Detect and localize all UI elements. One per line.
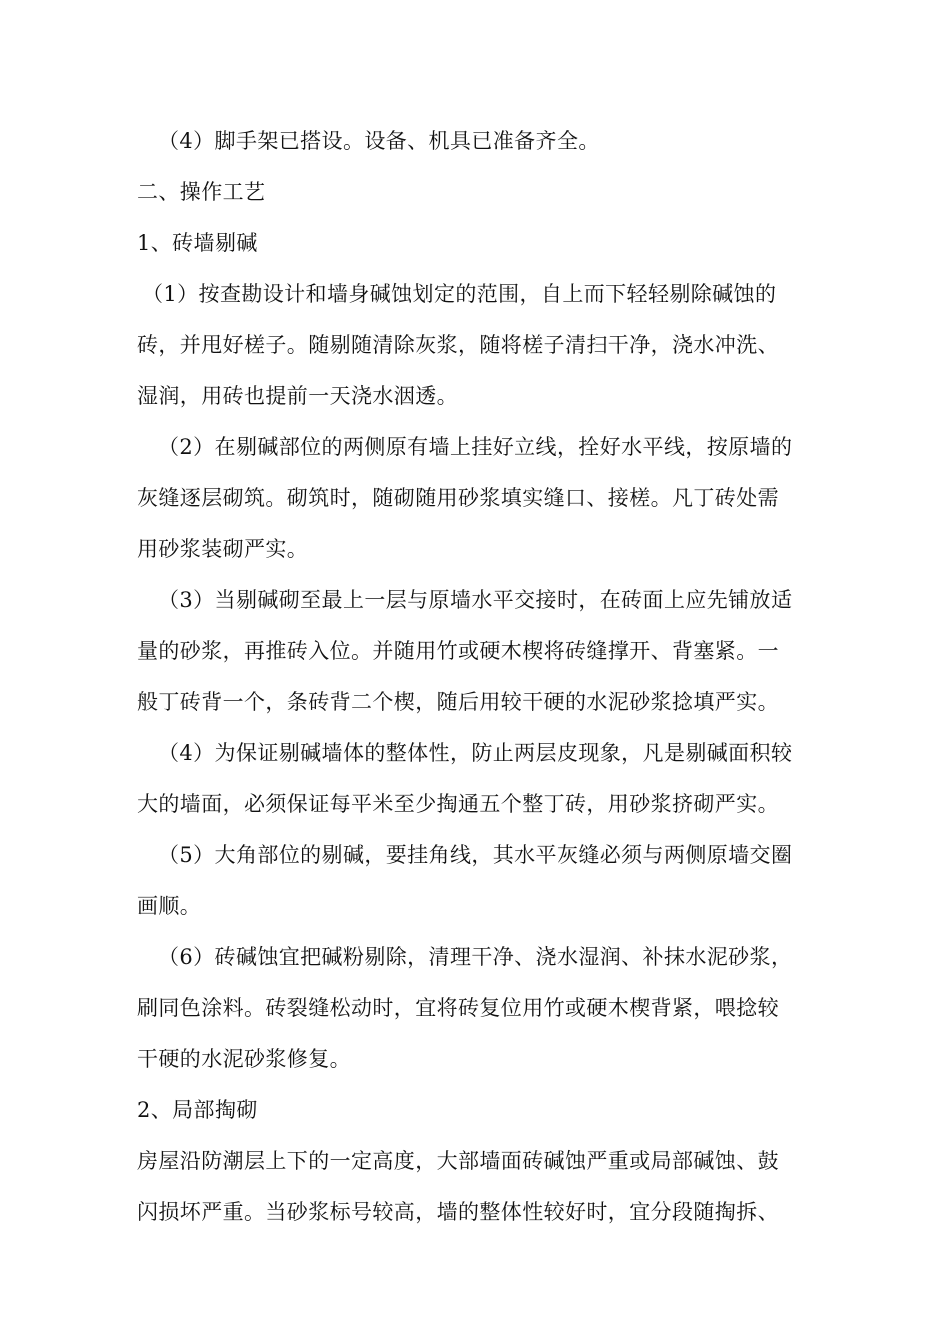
text-line: （4）为保证剔碱墙体的整体性，防止两层皮现象，凡是剔碱面积较: [158, 741, 793, 765]
text-line: （2）在剔碱部位的两侧原有墙上挂好立线，拴好水平线，按原墙的: [158, 435, 793, 459]
text-line: 画顺。: [137, 894, 202, 918]
text-line: 干硬的水泥砂浆修复。: [137, 1047, 351, 1071]
subsection-heading: 1、砖墙剔碱: [137, 231, 258, 255]
section-heading: 二、操作工艺: [137, 180, 266, 204]
text-line: （1）按查勘设计和墙身碱蚀划定的范围，自上而下轻轻剔除碱蚀的: [142, 282, 777, 306]
text-line: 量的砂浆，再推砖入位。并随用竹或硬木楔将砖缝撑开、背塞紧。一: [137, 639, 779, 663]
text-line: 房屋沿防潮层上下的一定高度，大部墙面砖碱蚀严重或局部碱蚀、鼓: [137, 1149, 779, 1173]
text-line: （3）当剔碱砌至最上一层与原墙水平交接时，在砖面上应先铺放适: [158, 588, 793, 612]
text-line: 用砂浆装砌严实。: [137, 537, 309, 561]
text-line: 刷同色涂料。砖裂缝松动时，宜将砖复位用竹或硬木楔背紧，喂捻较: [137, 996, 779, 1020]
text-line: 般丁砖背一个，条砖背二个楔，随后用较干硬的水泥砂浆捻填严实。: [137, 690, 779, 714]
text-line: 闪损坏严重。当砂浆标号较高，墙的整体性较好时，宜分段随掏拆、: [137, 1200, 779, 1224]
text-line: （5）大角部位的剔碱，要挂角线，其水平灰缝必须与两侧原墙交圈: [158, 843, 793, 867]
text-line: 灰缝逐层砌筑。砌筑时，随砌随用砂浆填实缝口、接槎。凡丁砖处需: [137, 486, 779, 510]
subsection-heading: 2、局部掏砌: [137, 1098, 258, 1122]
text-line: （6）砖碱蚀宜把碱粉剔除，清理干净、浇水湿润、补抹水泥砂浆，: [158, 945, 793, 969]
text-line: 湿润，用砖也提前一天浇水洇透。: [137, 384, 458, 408]
text-line: （4）脚手架已搭设。设备、机具已准备齐全。: [158, 129, 600, 153]
text-line: 大的墙面，必须保证每平米至少掏通五个整丁砖，用砂浆挤砌严实。: [137, 792, 779, 816]
text-line: 砖，并甩好槎子。随剔随清除灰浆，随将槎子清扫干净，浇水冲洗、: [137, 333, 779, 357]
